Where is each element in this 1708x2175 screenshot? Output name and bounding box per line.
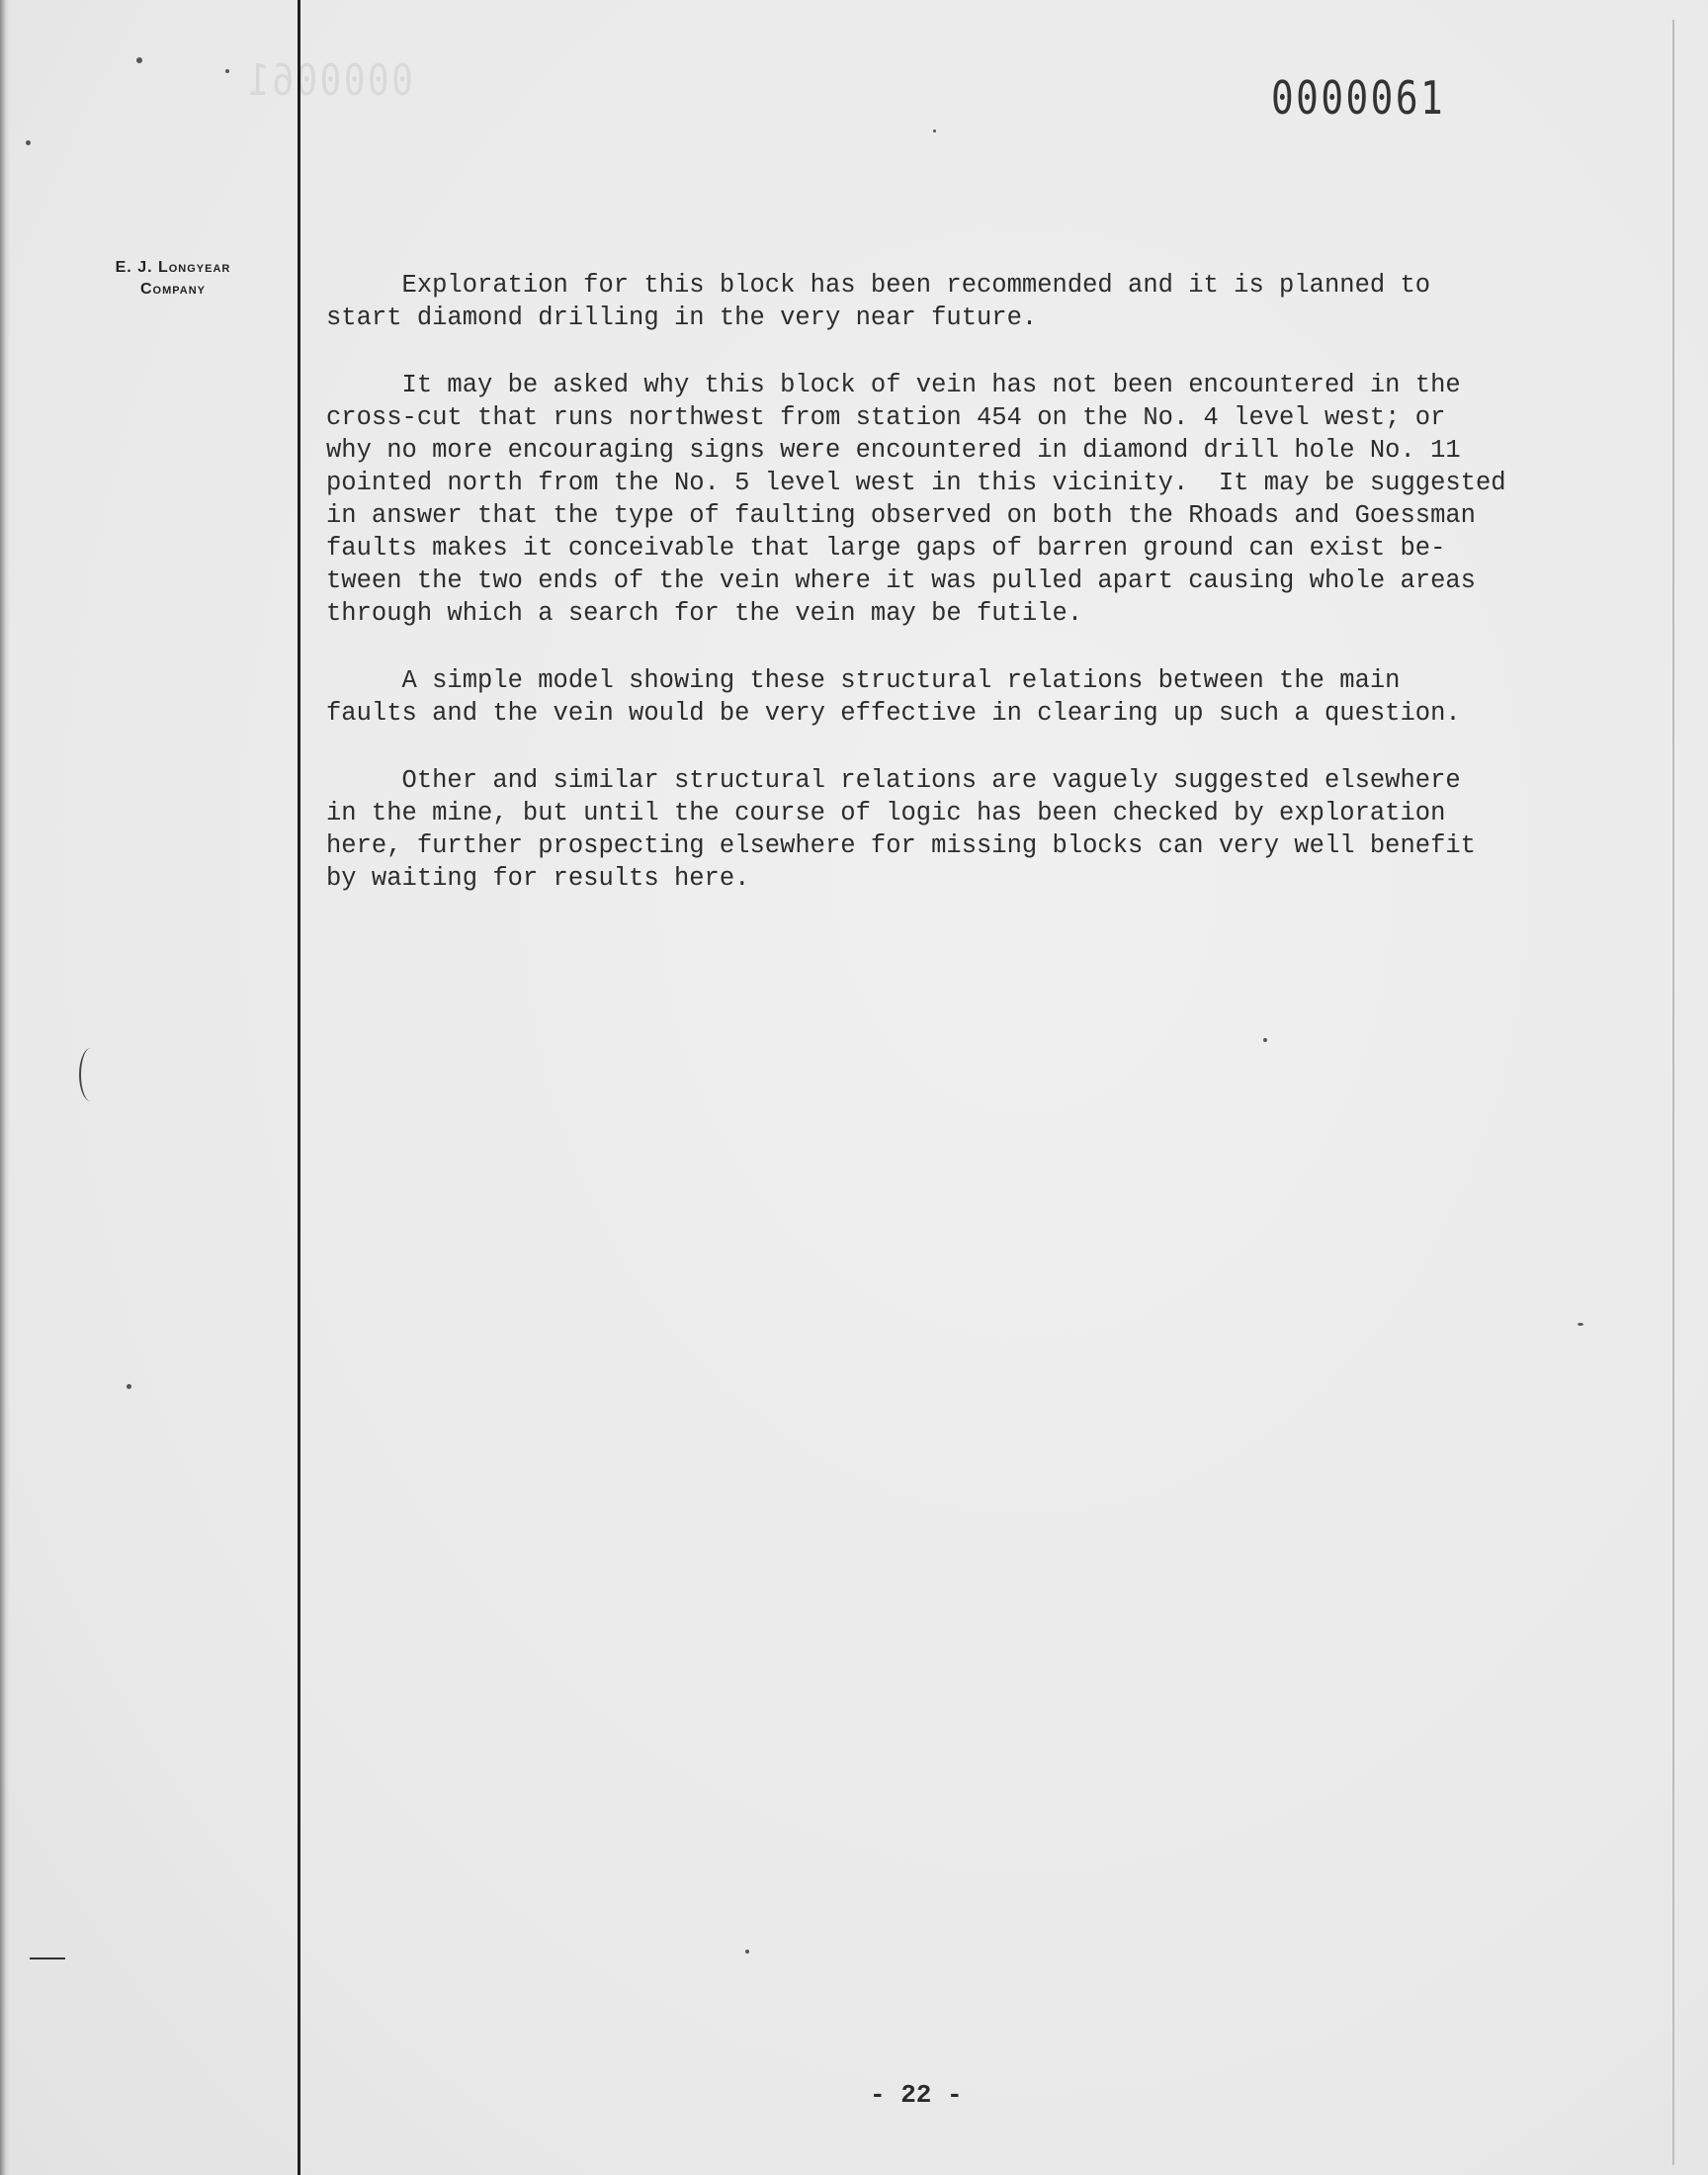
paragraph <box>326 764 1651 895</box>
text-line: in the mine, but until the course of logic has been checked by exploration <box>326 799 1446 827</box>
scan-speck <box>127 1384 131 1389</box>
body-text <box>326 269 1651 929</box>
bleed-through-number: 0000061 <box>245 55 413 106</box>
scan-mark <box>30 1958 65 1959</box>
scan-speck <box>933 130 936 132</box>
text-line: It may be asked why this block of vein has not been encountered in the <box>326 371 1461 399</box>
page-left-edge-shadow <box>0 0 10 2175</box>
text-line: why no more encouraging signs were encountered in diamond drill hole No. 11 <box>326 436 1461 465</box>
scan-speck <box>745 1950 749 1954</box>
scan-speck <box>1578 1323 1583 1326</box>
text-line: here, further prospecting elsewhere for missing blocks can very well benefit <box>326 831 1476 860</box>
company-name-line2: Company <box>139 281 207 298</box>
text-line: cross-cut that runs northwest from station 454 on the No. 4 level west; or <box>326 403 1446 432</box>
paragraph <box>326 269 1651 334</box>
page-number: - 22 - <box>870 2080 963 2110</box>
margin-rule <box>298 0 300 2175</box>
company-letterhead <box>59 257 287 301</box>
text-line: faults makes it conceivable that large gaps of barren ground can exist be- <box>326 534 1446 563</box>
paragraph <box>326 664 1651 730</box>
scan-speck <box>1263 1038 1267 1042</box>
paragraph <box>326 369 1651 630</box>
document-number: 0000061 <box>1271 71 1446 125</box>
page-right-edge <box>1672 20 1674 2165</box>
scan-speck <box>225 69 229 73</box>
text-line: Other and similar structural relations are vaguely suggested elsewhere <box>326 766 1461 795</box>
text-line: faults and the vein would be very effective in clearing up such a question. <box>326 699 1461 728</box>
scan-speck <box>136 57 142 63</box>
text-line: start diamond drilling in the very near future. <box>326 304 1038 332</box>
text-line: by waiting for results here. <box>326 864 750 893</box>
text-line: pointed north from the No. 5 level west in this vicinity. It may be suggested <box>326 469 1506 497</box>
company-name-line1: E. J. Longyear <box>115 259 231 276</box>
text-line: in answer that the type of faulting observed on both the Rhoads and Goessman <box>326 501 1476 530</box>
text-line: A simple model showing these structural relations between the main <box>326 666 1401 695</box>
text-line: Exploration for this block has been recommended and it is planned to <box>326 271 1431 300</box>
text-line: through which a search for the vein may be futile. <box>326 599 1083 628</box>
text-line: tween the two ends of the vein where it was pulled apart causing whole areas <box>326 566 1476 595</box>
scan-mark <box>79 1048 103 1101</box>
scan-speck <box>26 140 31 145</box>
